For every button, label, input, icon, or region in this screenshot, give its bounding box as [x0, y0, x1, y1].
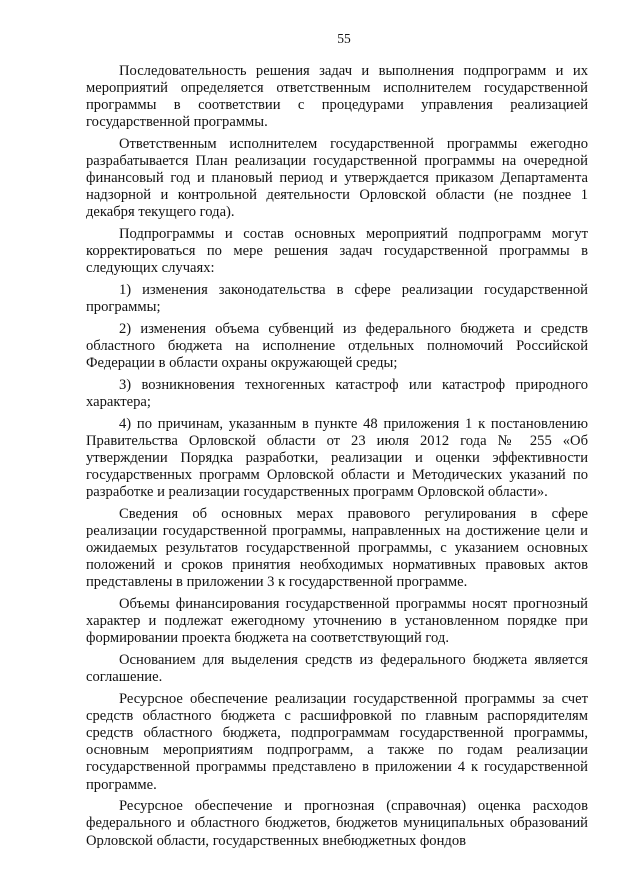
paragraph-sequence: Последовательность решения задач и выполнения подпрограмм и их мероприятий определяется ответственным исполнителем государственной программы в соответствии с процедурами управления реализацией государственной программы. — [86, 63, 588, 131]
paragraph-resource-estimate: Ресурсное обеспечение и прогнозная (справочная) оценка расходов федерального и областного бюджетов, бюджетов муниципальных образований Орловской области, государственных внебюджетных фондов — [86, 798, 588, 849]
list-item-3: 3) возникновения техногенных катастроф или катастроф природного характера; — [86, 377, 588, 411]
paragraph-federal-basis: Основанием для выделения средств из федерального бюджета является соглашение. — [86, 652, 588, 686]
paragraph-adjustment-cases: Подпрограммы и состав основных мероприятий подпрограмм могут корректироваться по мере решения задач государственной программы в следующих случаях: — [86, 226, 588, 277]
paragraph-resource-provision: Ресурсное обеспечение реализации государственной программы за счет средств областного бюджета с расшифровкой по главным распорядителям средств областного бюджета, подпрограммам государственной программы, основным мероприятиям подпрограмм, а также по годам реализации государственной программы представлено в приложении 4 к государственной программе. — [86, 691, 588, 793]
list-item-2: 2) изменения объема субвенций из федерального бюджета и средств областного бюджета на исполнение отдельных полномочий Российской Федерации в области охраны окружающей среды; — [86, 321, 588, 372]
list-item-4: 4) по причинам, указанным в пункте 48 приложения 1 к постановлению Правительства Орловской области от 23 июля 2012 года № 255 «Об утверждении Порядка разработки, реализации и оценки эффективности государственных программ Орловской области и Методических указаний по разработке и реализации государственных программ Орловской области». — [86, 415, 588, 501]
paragraph-plan: Ответственным исполнителем государственной программы ежегодно разрабатывается План реализации государственной программы на очередной финансовый год и плановый период и утверждается приказом Департамента надзорной и контрольной деятельности Орловской области (не позднее 1 декабря текущего года). — [86, 136, 588, 221]
page-number: 55 — [337, 31, 351, 46]
paragraph-legal-regulation: Сведения об основных мерах правового регулирования в сфере реализации государственной программы, направленных на достижение цели и ожидаемых результатов государственной программы, с указанием основных положений и сроков принятия необходимых нормативных правовых актов представлены в приложении 3 к государственной программе. — [86, 506, 588, 591]
list-item-1: 1) изменения законодательства в сфере реализации государственной программы; — [86, 282, 588, 316]
paragraph-financing-volumes: Объемы финансирования государственной программы носят прогнозный характер и подлежат ежегодному уточнению в установленном порядке при формировании проекта бюджета на соответствующий год. — [86, 596, 588, 647]
